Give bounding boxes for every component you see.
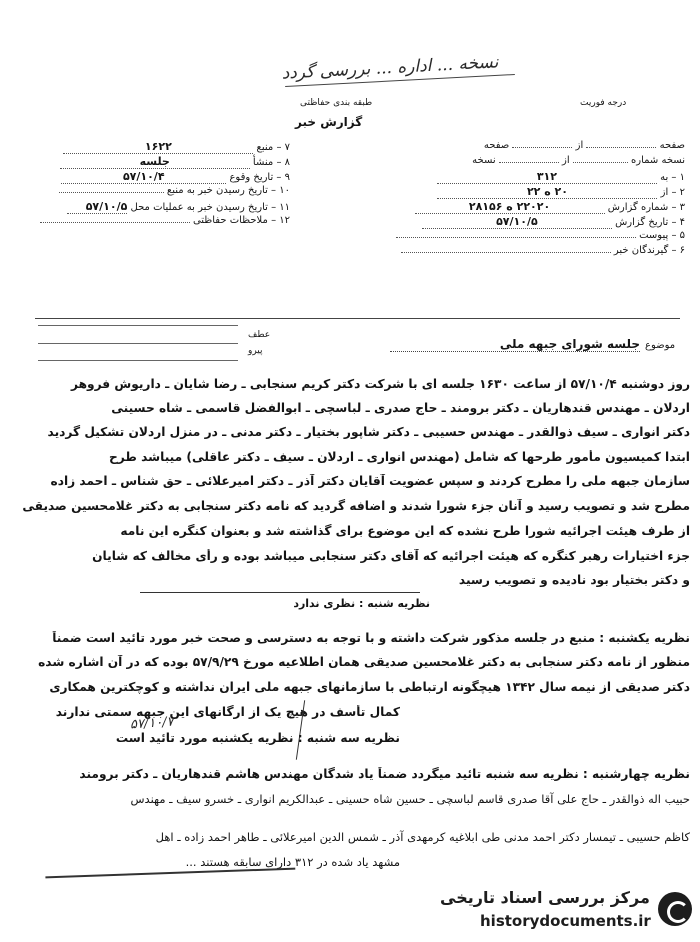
- right-field-block: [385, 140, 685, 260]
- wednesday-note-names: کاظم حسیبی ـ تیمسار دکتر احمد مدنی طی ابلاغیه کرمهدی آذر ـ شمس الدین امیرعلائی ـ طاهر احمد زاده ـ اهل: [155, 830, 690, 844]
- field-label: صفحه: [659, 140, 685, 151]
- field-value: ۲۰ ه ۲۲: [437, 185, 657, 199]
- left-field-block: [15, 140, 290, 230]
- sunday-note-line: کمال تأسف در هیچ یک از ارگانهای این جبهه سمتی ندارند: [55, 705, 400, 719]
- report-line: سازمان جبهه ملی را مطرح کردند و سپس عضویت آقایان دکتر آذر ـ دکتر امیرعلائی ـ حق شناس ـ احمد زاده: [50, 474, 690, 488]
- report-line: جزء اختیارات رهبر کنگره که هیئت اجرائیه که آقای دکتر سنجابی میباشد بوده و رأی مخالف که شایان: [92, 549, 690, 563]
- follow-up-label: پیرو: [248, 346, 263, 356]
- field-value: [401, 252, 611, 253]
- field-report-date: [385, 215, 685, 230]
- sunday-note-line: منظور از نامه دکتر سنجابی به دکتر غلامحسین صدیقی همان اطلاعیه مورخ ۵۷/۹/۲۹ بوده که در آن اشاره شده: [38, 655, 690, 669]
- field-tail: نسخه: [472, 155, 496, 166]
- follow-up-line: [38, 343, 238, 344]
- field-label: ۱۲ – ملاحظات حفاظتی: [192, 215, 290, 226]
- field-copy: [385, 155, 685, 170]
- form-title: گزارش خبر: [295, 115, 363, 129]
- wednesday-note-tail: مشهد یاد شده در ۳۱۲ دارای سابقه هستند ...: [185, 855, 400, 869]
- field-origin: [15, 155, 290, 170]
- field-value: ۲۲۰۲۰ ه ۲۸۱۵۶: [415, 200, 605, 214]
- field-source: [15, 140, 290, 155]
- reference-label: عطف: [248, 330, 271, 340]
- field-report-number: [385, 200, 685, 215]
- wednesday-note: نظریه چهارشنبه : نظریه سه شنبه تائید میگردد ضمناً یاد شدگان مهندس هاشم قندهاریان ـ دکتر برومند: [79, 767, 690, 781]
- field-from: [385, 185, 685, 200]
- field-news-to-source-date: [15, 185, 290, 200]
- field-label: ۱۱ – تاریخ رسیدن خبر به عملیات محل: [130, 202, 290, 213]
- report-line: اردلان ـ مهندس قندهاریان ـ دکتر برومند ـ حاج صدری ـ لباسچی ـ ابوالفضل قاسمی ـ شاه حسینی: [111, 401, 690, 415]
- field-value: ۵۷/۱۰/۴: [61, 170, 226, 184]
- sunday-note-line: نظریه یکشنبه : منبع در جلسه مذکور شرکت داشته و با توجه به دسترسی و صحت خبر مورد تائید است ضمناً: [52, 631, 690, 645]
- field-value: ۳۱۲: [437, 170, 657, 184]
- field-news-to-ops-date: [15, 200, 290, 215]
- urgency-label: درجه فوریت: [580, 98, 627, 108]
- field-label: ۵ – پیوست: [639, 230, 685, 241]
- field-label: ۶ – گیرندگان خبر: [613, 245, 685, 256]
- field-label: ۹ – تاریخ وقوع: [229, 172, 290, 183]
- field-to: [385, 170, 685, 185]
- section-divider: [35, 318, 680, 319]
- report-line: و دکتر بختیار بود نادیده و تصویب رسید: [458, 573, 690, 587]
- report-line: دکتر انواری ـ سیف ذوالقدر ـ مهندس حسیبی ـ دکتر شاپور بختیار ـ دکتر مدنی ـ در منزل اردلان تشکیل گردید: [47, 425, 690, 439]
- field-value: ۱۶۲۲: [63, 140, 253, 154]
- field-label: ۷ – منبع: [256, 142, 290, 153]
- field-value: ۵۷/۱۰/۵: [67, 200, 127, 214]
- field-value: [40, 222, 190, 223]
- sunday-note-line: دکتر صدیقی از نیمه سال ۱۳۴۲ هیچگونه ارتباطی با سازمانهای جبهه ملی ایران نداشته و کوچکترین همکاری: [49, 680, 690, 694]
- field-security-notes: [15, 215, 290, 230]
- field-label: ۴ – تاریخ گزارش: [615, 217, 685, 228]
- watermark-site: historydocuments.ir: [480, 912, 651, 930]
- report-line: روز دوشنبه ۵۷/۱۰/۴ از ساعت ۱۶۳۰ جلسه ای با شرکت دکتر کریم سنجابی ـ رضا شایان ـ داریوش فروهر: [70, 377, 690, 391]
- field-label: ۸ – منشأ: [252, 157, 290, 168]
- reference-line: [38, 325, 238, 326]
- subject-value: جلسه شورای جبهه ملی: [390, 337, 640, 352]
- field-label: ۲ – از: [660, 187, 685, 198]
- safekeeping-label: طبقه بندی حفاظتی: [300, 98, 373, 108]
- field-value: ۵۷/۱۰/۵: [422, 215, 612, 229]
- field-blank: [499, 162, 559, 163]
- field-mid: از: [575, 140, 584, 151]
- report-line: مطرح شد و تصویب رسید و آنان جزء شورا شدند و اضافه گردید که نامه دکتر سنجابی به دکتر غلامحسین صدیقی: [22, 499, 690, 513]
- field-occurrence-date: [15, 170, 290, 185]
- subject-label: موضوع: [645, 340, 676, 351]
- wednesday-note-names: حبیب اله ذوالقدر ـ حاج علی آقا صدری قاسم لباسچی ـ حسین شاه حسینی ـ عبدالکریم انواری ـ خسرو سیف ـ مهندس: [130, 792, 690, 806]
- field-value: [396, 237, 636, 238]
- field-label: ۱ – به: [660, 172, 685, 183]
- tuesday-note: نظریه سه شنبه : نظریه یکشنبه مورد تائید است: [115, 731, 400, 745]
- field-recipients: [385, 245, 685, 260]
- follow-up-line-2: [38, 360, 238, 361]
- field-label: نسخه شماره: [631, 155, 685, 166]
- handwritten-bottom-note: [45, 848, 296, 879]
- field-label: ۳ – شماره گزارش: [607, 202, 685, 213]
- field-mid: از: [562, 155, 570, 166]
- field-blank: [512, 147, 572, 148]
- field-label: ۱۰ – تاریخ رسیدن خبر به منبع: [166, 185, 290, 196]
- archive-logo-icon: [658, 892, 692, 926]
- field-value: [59, 192, 164, 193]
- report-line: ابتدا کمیسیون مأمور طرحها که شامل (مهندس انواری ـ اردلان ـ سیف ـ دکتر عاقلی) میباشد طرح: [109, 450, 690, 464]
- handwritten-margin-date: ۵۷/۱۰/۷: [129, 714, 175, 733]
- saturday-note: نظریه شنبه : نظری ندارد: [293, 597, 430, 610]
- field-value: [586, 147, 656, 148]
- field-value: [573, 162, 628, 163]
- handwritten-routing-note: نسخه ... اداره ... بررسی گردد: [281, 52, 499, 84]
- report-line: از طرف هیئت اجرائیه شورا طرح نشده که این موضوع برای گذاشته شد و بعنوان کنگره این نامه: [120, 524, 690, 538]
- note-rule: [140, 592, 420, 593]
- field-tail: صفحه: [483, 140, 510, 151]
- watermark-org: مرکز بررسی اسناد تاریخی: [440, 888, 650, 907]
- field-value: جلسه: [60, 155, 250, 169]
- field-page: [385, 140, 685, 155]
- field-attachment: [385, 230, 685, 245]
